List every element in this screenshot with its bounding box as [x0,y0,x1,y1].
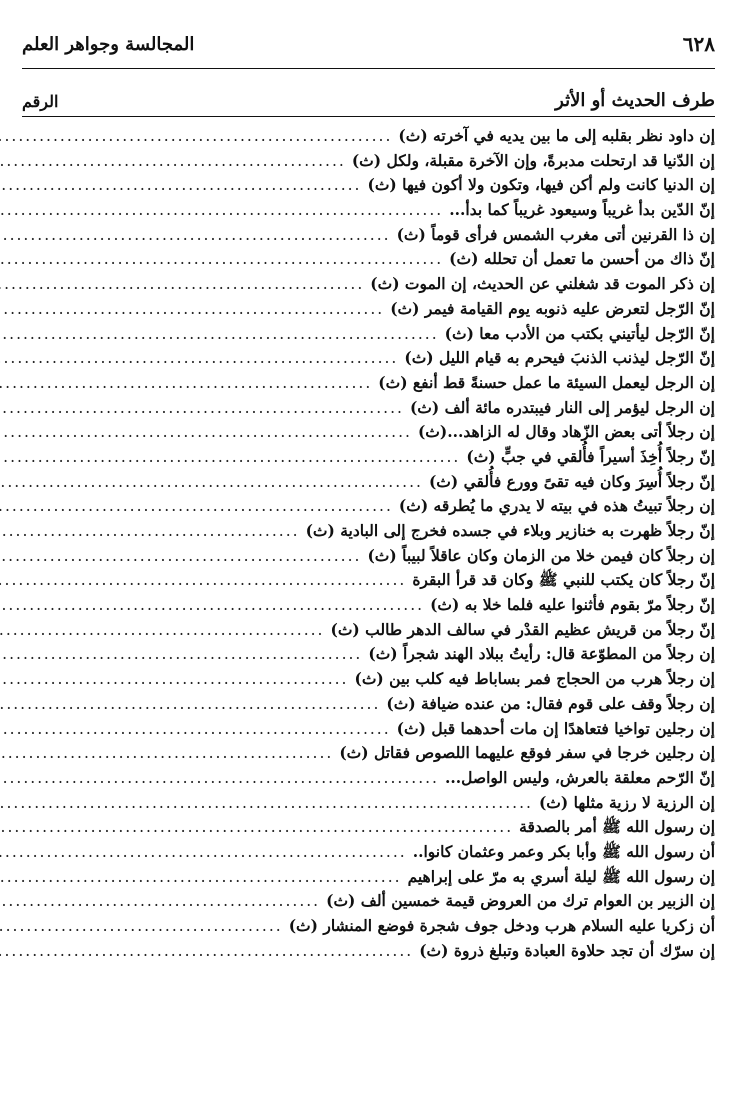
index-entry [22,570,715,595]
entry-text: إن الدّنيا قد ارتحلت مدبرةً، وإن الآخرة مقبلة، ولكل (ث) [351,150,715,170]
index-entry [22,891,715,916]
entry-text: إن سرّك أن تجد حلاوة العبادة وتبلغ ذروة (ث) [419,940,715,960]
index-entry [22,249,715,274]
index-entry [22,422,715,447]
leader-dots [0,201,443,219]
leader-dots [0,250,443,268]
index-entry [22,793,715,818]
leader-dots [0,621,324,639]
leader-dots [0,152,346,170]
entry-text: إنّ رجلاً كان يكتب للنبي ﷺ وكان قد قرأ البقرة [412,570,715,590]
leader-dots [0,300,384,318]
leader-dots [0,942,413,960]
header-rule [22,68,715,69]
entry-text: إنّ الدّين بدأ غريباً وسيعود غريباً كما بدأ... [449,200,715,220]
index-entry [22,274,715,299]
index-entry [22,620,715,645]
index-entry [22,817,715,842]
entry-text: إن داود نظر بقلبه إلى ما بين يديه في آخرته (ث) [398,126,715,145]
entry-text: إن الرجل ليعمل السيئة ما عمل حسنةً قط أنفع (ث) [378,372,715,392]
entry-text: إنّ الرّجل لتعرض عليه ذنوبه يوم القيامة فيمر (ث) [390,298,715,318]
column-header-entry: طرف الحديث أو الأثر [555,90,715,111]
entry-text: أن زكريا عليه السلام هرب ودخل جوف شجرة فوضع المنشار (ث) [288,916,715,935]
index-entry [22,472,715,497]
column-header-rule [22,116,715,117]
leader-dots [0,522,300,540]
index-entry [22,175,715,200]
entry-text: إن رجلاً كان فيمن خلا من الزمان وكان عاقلاً لبيباً (ث) [367,545,715,565]
leader-dots [0,399,404,417]
leader-dots [0,794,533,812]
index-list [22,126,715,965]
index-entry [22,398,715,423]
leader-dots [0,127,392,145]
index-entry [22,669,715,694]
index-entry [22,719,715,744]
leader-dots [0,769,439,787]
index-entry [22,867,715,892]
entry-text: إن ذكر الموت قد شغلني عن الحديث، إن الموت (ث) [370,274,715,294]
leader-dots [0,325,439,343]
leader-dots [0,473,423,491]
entry-text: إن رجلاً أتى بعض الزّهاد وقال له الزاهد...(ث) [417,422,715,442]
index-entry [22,595,715,620]
index-entry [22,546,715,571]
index-entry [22,151,715,176]
entry-text: إن الزبير بن العوام ترك من العروض قيمة خمسين ألف (ث) [326,891,715,911]
entry-text: إن رجلاً من المطوّعة قال: رأيتُ ببلاد الهند شجراً (ث) [368,644,715,664]
index-entry [22,521,715,546]
book-title: المجالسة وجواهر العلم [22,34,195,55]
entry-text: إن رجلين تواخيا فتعاهدًا إن مات أحدهما قبل (ث) [396,718,715,738]
index-entry [22,299,715,324]
leader-dots [0,423,412,441]
leader-dots [0,917,283,935]
entry-text: إنّ رجلاً أُسِرَ وكان فيه تقىً وورع فأُلقي (ث) [428,471,715,491]
entry-text: إنّ ذاك من أحسن ما تعمل أن تحلله (ث) [449,249,715,269]
entry-text: إنّ رجلاً مرّ بقوم فأثنوا عليه فلما خلا به (ث) [430,595,715,615]
index-entry [22,644,715,669]
page-number: ٦٢٨ [682,32,715,56]
entry-text: إنّ الرّجل ليذنب الذنبَ فيحرم به قيام الليل (ث) [404,348,715,368]
entry-text: إن رسول الله ﷺ أمر بالصدقة [519,817,715,837]
index-entry [22,842,715,867]
index-entry [22,373,715,398]
leader-dots [0,547,361,565]
entry-text: إنّ رجلاً من قريش عظيم القدْر في سالف الدهر طالب (ث) [330,619,715,639]
index-entry [22,768,715,793]
leader-dots [0,226,391,244]
leader-dots [0,843,407,861]
index-entry [22,200,715,225]
column-header [22,88,715,114]
column-header-number: الرقم [22,92,59,111]
leader-dots [0,892,320,910]
leader-dots [0,275,364,293]
leader-dots [0,571,406,589]
running-head [22,30,715,60]
entry-text: إن رسول الله ﷺ ليلة أسري به مرّ على إبراهيم [407,866,715,886]
index-entry [22,694,715,719]
leader-dots [0,176,362,194]
entry-text: إنّ رجلاً أُخِذَ أسيراً فأُلقي في جبٍّ (ث) [466,446,715,466]
leader-dots [0,868,402,886]
entry-text: إن ذا القرنين أتى مغرب الشمس فرأى قوماً (ث) [396,224,715,244]
leader-dots [0,744,333,762]
entry-text: إن رجلين خرجا في سفر فوقع عليهما اللصوص فقاتل (ث) [339,743,715,763]
entry-text: إن الرجل ليؤمر إلى النار فيبتدره مائة ألف (ث) [409,397,715,417]
index-entry [22,496,715,521]
leader-dots [0,596,424,614]
entry-text: إن رجلاً وقف على قوم فقال: من عنده ضيافة (ث) [386,693,715,713]
index-entry [22,348,715,373]
leader-dots [0,670,349,688]
leader-dots [0,695,380,713]
leader-dots [0,349,398,367]
index-entry [22,447,715,472]
index-entry [22,916,715,941]
leader-dots [0,818,513,836]
leader-dots [0,720,391,738]
leader-dots [0,374,372,392]
leader-dots [0,645,362,663]
index-entry [22,126,715,151]
entry-text: إن رجلاً تبيتُ هذه في بيته لا يدري ما يُطرقه (ث) [398,496,715,516]
index-entry [22,225,715,250]
entry-text: إن الرزية لا رزية مثلها (ث) [538,792,715,812]
entry-text: إنّ الرّجل ليأتيني بكتب من الأدب معا (ث) [444,323,715,343]
index-entry [22,324,715,349]
index-entry [22,941,715,966]
leader-dots [0,448,460,466]
entry-text: إنّ الرّحم معلقة بالعرش، وليس الواصل... [444,767,715,787]
leader-dots [0,497,393,515]
entry-text: إن رجلاً هرب من الحجاج فمر بساباط فيه كلب بين (ث) [354,669,715,689]
entry-text: إن الدنيا كانت ولم أكن فيها، وتكون ولا أكون فيها (ث) [367,175,715,195]
index-entry [22,743,715,768]
entry-text: أن رسول الله ﷺ وأبا بكر وعمر وعثمان كانوا.. [412,841,715,861]
entry-text: إنّ رجلاً ظهرت به خنازير وبلاء في جسده فخرج إلى البادية (ث) [305,521,715,540]
